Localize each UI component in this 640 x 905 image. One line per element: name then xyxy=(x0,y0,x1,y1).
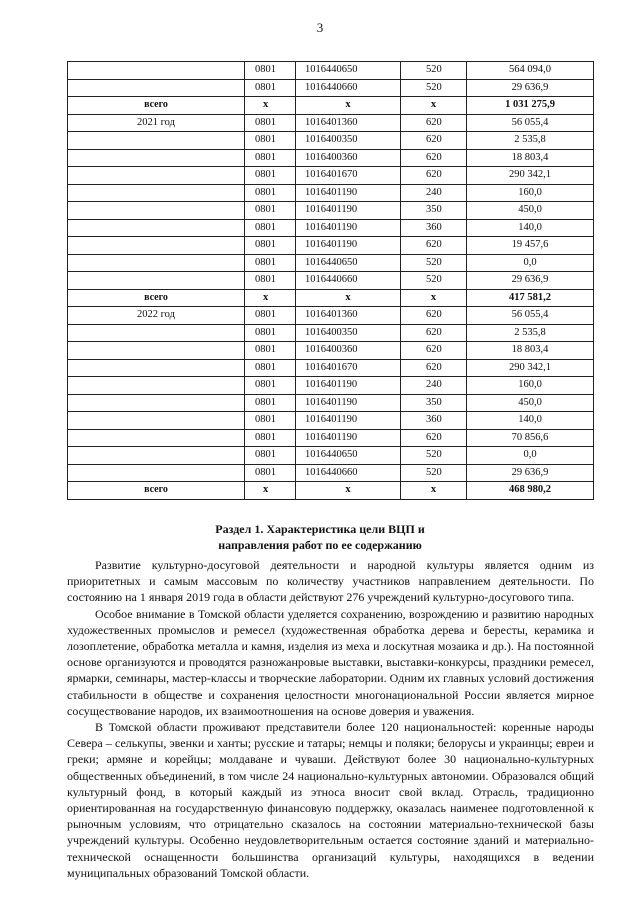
table-row xyxy=(68,272,594,290)
table-cell-code1: 0801 xyxy=(245,79,296,97)
table-cell-label: всего xyxy=(68,289,245,307)
section-title xyxy=(0,521,640,553)
table-cell-code2: 1016401670 xyxy=(296,359,401,377)
table-cell-code3: 520 xyxy=(401,79,467,97)
table-cell-code1: 0801 xyxy=(245,149,296,167)
table-cell-label xyxy=(68,272,245,290)
table-cell-amount: 160,0 xyxy=(467,184,594,202)
table-cell-code2: 1016401190 xyxy=(296,377,401,395)
table-row xyxy=(68,412,594,430)
table-cell-code3: 520 xyxy=(401,254,467,272)
table-cell-code2: 1016440660 xyxy=(296,464,401,482)
table-cell-code3: 240 xyxy=(401,184,467,202)
table-cell-code3: 520 xyxy=(401,62,467,80)
table-cell-label: 2022 год xyxy=(68,307,245,325)
table-cell-code3: 350 xyxy=(401,394,467,412)
table-cell-code3: 620 xyxy=(401,114,467,132)
table-cell-amount: 290 342,1 xyxy=(467,359,594,377)
table-cell-label xyxy=(68,79,245,97)
table-cell-label: 2021 год xyxy=(68,114,245,132)
table-cell-code2: 1016440650 xyxy=(296,254,401,272)
table-cell-amount: 140,0 xyxy=(467,412,594,430)
table-cell-code2: 1016440650 xyxy=(296,447,401,465)
table-cell-code2: 1016400360 xyxy=(296,149,401,167)
table-cell-amount: 1 031 275,9 xyxy=(467,97,594,115)
table-cell-code2: x xyxy=(296,482,401,500)
table-row xyxy=(68,219,594,237)
table-cell-code2: x xyxy=(296,97,401,115)
table-cell-code3: x xyxy=(401,97,467,115)
table-cell-label: всего xyxy=(68,482,245,500)
table-cell-code3: 620 xyxy=(401,359,467,377)
table-row xyxy=(68,447,594,465)
table-cell-label xyxy=(68,219,245,237)
table-cell-code1: 0801 xyxy=(245,307,296,325)
table-total-row xyxy=(68,289,594,307)
table-row xyxy=(68,184,594,202)
table-row xyxy=(68,307,594,325)
table-cell-code1: x xyxy=(245,289,296,307)
table-row xyxy=(68,62,594,80)
budget-table xyxy=(67,61,594,500)
table-cell-code1: 0801 xyxy=(245,447,296,465)
table-cell-code3: 240 xyxy=(401,377,467,395)
table-cell-label xyxy=(68,324,245,342)
table-cell-amount: 0,0 xyxy=(467,254,594,272)
table-cell-code1: 0801 xyxy=(245,114,296,132)
table-cell-code3: 520 xyxy=(401,464,467,482)
table-cell-label xyxy=(68,447,245,465)
table-cell-code2: 1016440660 xyxy=(296,79,401,97)
table-cell-code1: 0801 xyxy=(245,184,296,202)
table-cell-label xyxy=(68,394,245,412)
table-row xyxy=(68,324,594,342)
table-cell-code2: 1016401190 xyxy=(296,394,401,412)
table-cell-code1: x xyxy=(245,97,296,115)
table-cell-code3: 360 xyxy=(401,412,467,430)
table-cell-amount: 29 636,9 xyxy=(467,272,594,290)
table-row xyxy=(68,237,594,255)
table-cell-code2: 1016401190 xyxy=(296,219,401,237)
table-cell-amount: 450,0 xyxy=(467,394,594,412)
table-cell-label xyxy=(68,184,245,202)
table-cell-code1: 0801 xyxy=(245,342,296,360)
budget-table-body xyxy=(68,62,594,500)
table-cell-amount: 19 457,6 xyxy=(467,237,594,255)
table-cell-code1: 0801 xyxy=(245,324,296,342)
table-cell-code1: 0801 xyxy=(245,167,296,185)
paragraph: Развитие культурно-досуговой деятельности и народной культуры является одним из приоритетных и самым массовым по количеству участников направлением деятельности. По состоянию на 1 января 2019 года в области действуют 276 учреждений культурно-досугового типа. xyxy=(67,558,594,605)
table-row xyxy=(68,149,594,167)
table-cell-code2: 1016400350 xyxy=(296,132,401,150)
table-cell-code3: 620 xyxy=(401,167,467,185)
table-cell-code1: 0801 xyxy=(245,394,296,412)
table-cell-code1: 0801 xyxy=(245,219,296,237)
table-cell-label xyxy=(68,254,245,272)
table-cell-code3: 520 xyxy=(401,447,467,465)
table-cell-amount: 70 856,6 xyxy=(467,429,594,447)
section-title-line-1: Раздел 1. Характеристика цели ВЦП и xyxy=(215,522,425,536)
table-cell-amount: 0,0 xyxy=(467,447,594,465)
table-row xyxy=(68,202,594,220)
table-cell-code3: 620 xyxy=(401,324,467,342)
table-cell-amount: 2 535,8 xyxy=(467,324,594,342)
table-cell-code1: 0801 xyxy=(245,237,296,255)
table-cell-code1: 0801 xyxy=(245,429,296,447)
table-cell-code2: 1016401190 xyxy=(296,237,401,255)
table-cell-label xyxy=(68,237,245,255)
table-cell-amount: 417 581,2 xyxy=(467,289,594,307)
table-cell-code2: 1016401670 xyxy=(296,167,401,185)
table-cell-code1: 0801 xyxy=(245,464,296,482)
table-cell-label xyxy=(68,202,245,220)
table-cell-amount: 564 094,0 xyxy=(467,62,594,80)
table-cell-label xyxy=(68,167,245,185)
table-cell-code3: 620 xyxy=(401,149,467,167)
table-cell-label xyxy=(68,342,245,360)
table-row xyxy=(68,167,594,185)
table-cell-amount: 160,0 xyxy=(467,377,594,395)
table-cell-code1: 0801 xyxy=(245,254,296,272)
table-cell-code2: 1016401190 xyxy=(296,429,401,447)
table-cell-amount: 18 803,4 xyxy=(467,342,594,360)
table-cell-label xyxy=(68,62,245,80)
table-cell-code2: 1016401190 xyxy=(296,202,401,220)
table-cell-code3: 350 xyxy=(401,202,467,220)
table-cell-amount: 2 535,8 xyxy=(467,132,594,150)
table-cell-code3: 620 xyxy=(401,429,467,447)
table-row xyxy=(68,464,594,482)
paragraph: Особое внимание в Томской области уделяется сохранению, возрождению и развитию народных художественных промыслов и ремесел (художественная обработка дерева и бересты, керамика и лозоплетение, обработка металла и камня, изделия из меха и лоскутная мозаика и др.). На постоянной основе организуются и проводятся разножанровые выставки, выставки-конкурсы, праздники ремесел, ярмарки, семинары, мастер-классы и творческие лаборатории. Одним их главных условий достижения стабильности в обществе и сохранения целостности многонациональной России является мирное сосуществование народов, их взаимоотношения на основе доверия и уважения. xyxy=(67,606,594,718)
table-cell-amount: 18 803,4 xyxy=(467,149,594,167)
table-cell-amount: 56 055,4 xyxy=(467,307,594,325)
page-number: 3 xyxy=(316,20,324,35)
table-cell-amount: 29 636,9 xyxy=(467,79,594,97)
table-cell-code1: 0801 xyxy=(245,272,296,290)
body-text xyxy=(67,557,594,881)
table-cell-label xyxy=(68,377,245,395)
table-cell-code1: 0801 xyxy=(245,412,296,430)
table-cell-code2: 1016440650 xyxy=(296,62,401,80)
table-cell-code3: 520 xyxy=(401,272,467,290)
table-cell-code3: 360 xyxy=(401,219,467,237)
table-row xyxy=(68,254,594,272)
table-cell-amount: 140,0 xyxy=(467,219,594,237)
table-cell-amount: 468 980,2 xyxy=(467,482,594,500)
table-total-row xyxy=(68,482,594,500)
table-cell-code1: x xyxy=(245,482,296,500)
table-total-row xyxy=(68,97,594,115)
table-cell-amount: 450,0 xyxy=(467,202,594,220)
table-cell-amount: 29 636,9 xyxy=(467,464,594,482)
table-cell-code2: 1016401190 xyxy=(296,412,401,430)
table-cell-code3: 620 xyxy=(401,307,467,325)
table-cell-label xyxy=(68,412,245,430)
table-cell-label xyxy=(68,359,245,377)
table-cell-code1: 0801 xyxy=(245,132,296,150)
table-cell-code2: 1016401360 xyxy=(296,307,401,325)
table-row xyxy=(68,377,594,395)
table-cell-code1: 0801 xyxy=(245,62,296,80)
table-cell-code3: 620 xyxy=(401,237,467,255)
table-row xyxy=(68,342,594,360)
table-cell-code2: 1016400360 xyxy=(296,342,401,360)
table-cell-amount: 56 055,4 xyxy=(467,114,594,132)
table-cell-amount: 290 342,1 xyxy=(467,167,594,185)
table-cell-code2: 1016401190 xyxy=(296,184,401,202)
paragraph: В Томской области проживают представители более 120 национальностей: коренные народы Севера – селькупы, эвенки и ханты; русские и татары; немцы и поляки; белорусы и украинцы; евреи и греки; армяне и корейцы; молдаване и чуваши. Действуют более 30 национально-культурных общественных объединений, в том числе 24 национально-культурных автономии. Образовался общий культурный фонд, в который каждый из этноса вносит свой вклад. Отрасль, традиционно ориентированная на государственную финансовую поддержку, оказалась наименее подготовленной к рыночным условиям, что отрицательно сказалось на состоянии материально-технической базы учреждений культуры. Особенно неудовлетворительным остается состояние зданий и материально-технической оснащенности большинства организаций культуры, находящихся в ведении муниципальных образований Томской области. xyxy=(67,720,594,880)
table-cell-label xyxy=(68,429,245,447)
table-row xyxy=(68,79,594,97)
table-cell-code3: x xyxy=(401,289,467,307)
table-row xyxy=(68,114,594,132)
table-cell-code2: 1016401360 xyxy=(296,114,401,132)
table-cell-code1: 0801 xyxy=(245,202,296,220)
table-row xyxy=(68,132,594,150)
table-cell-code3: 620 xyxy=(401,342,467,360)
table-cell-code3: x xyxy=(401,482,467,500)
table-cell-label xyxy=(68,464,245,482)
table-cell-label xyxy=(68,149,245,167)
table-cell-label xyxy=(68,132,245,150)
table-cell-code2: 1016440660 xyxy=(296,272,401,290)
table-cell-code1: 0801 xyxy=(245,377,296,395)
table-cell-label: всего xyxy=(68,97,245,115)
table-row xyxy=(68,429,594,447)
table-cell-code1: 0801 xyxy=(245,359,296,377)
table-row xyxy=(68,359,594,377)
table-cell-code3: 620 xyxy=(401,132,467,150)
table-cell-code2: 1016400350 xyxy=(296,324,401,342)
table-cell-code2: x xyxy=(296,289,401,307)
section-title-line-2: направления работ по ее содержанию xyxy=(218,538,422,552)
table-row xyxy=(68,394,594,412)
